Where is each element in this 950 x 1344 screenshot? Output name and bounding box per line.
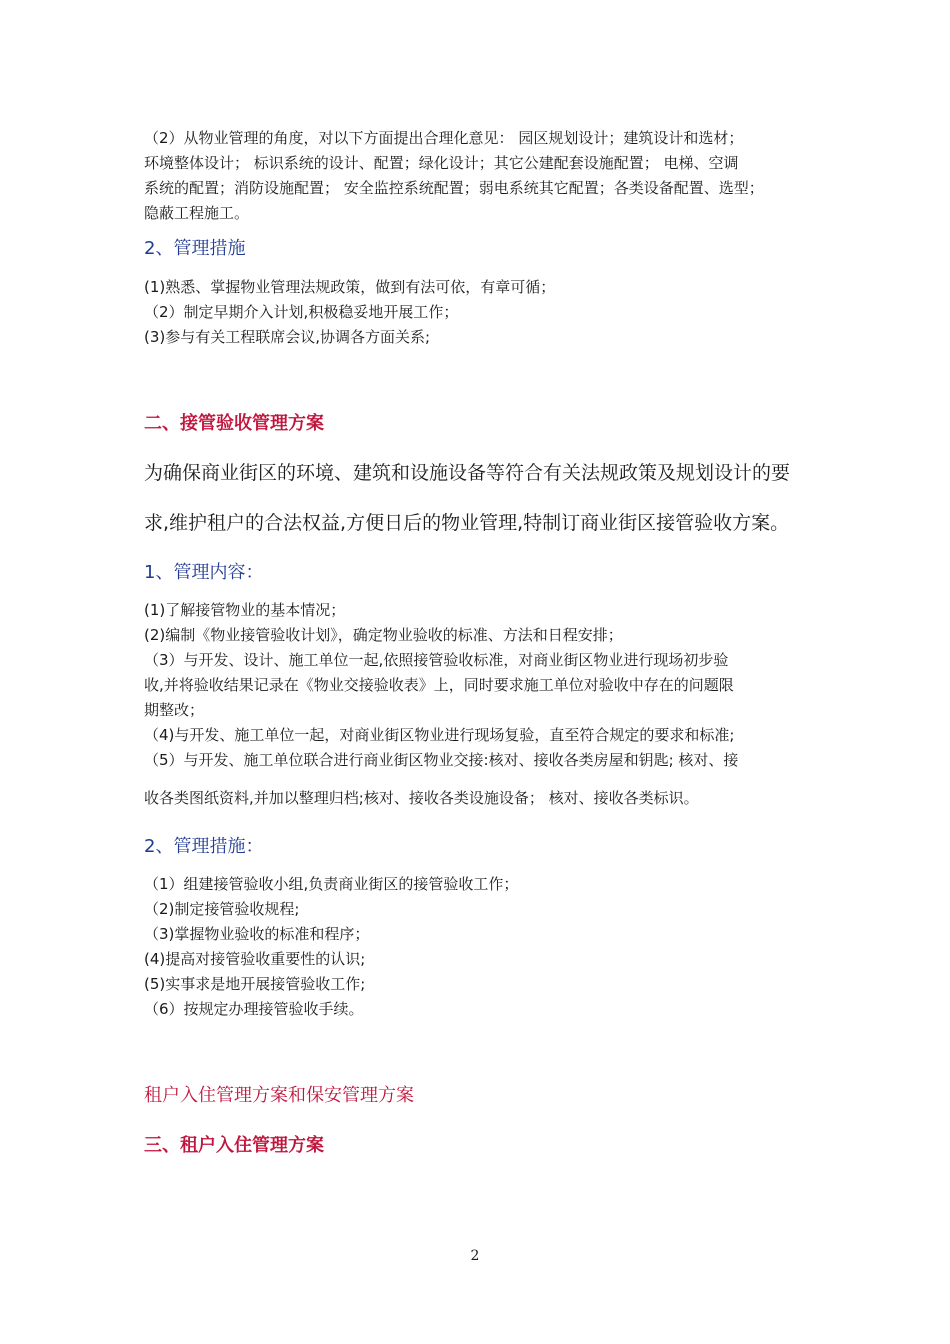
measure-item: （6）按规定办理接管验收手续。: [144, 1000, 364, 1018]
content-line: (1)了解接管物业的基本情况；: [144, 601, 346, 619]
content-line: （3）与开发、设计、施工单位一起,依照接管验收标准，对商业街区物业进行现场初步验: [144, 651, 729, 669]
section1-measure-item: (1)熟悉、掌握物业管理法规政策，做到有法可依，有章可循；: [144, 278, 556, 296]
section2-intro-line: 求,维护租户的合法权益,方便日后的物业管理,特制订商业街区接管验收方案。: [144, 512, 790, 534]
section2-heading: 二、接管验收管理方案: [144, 413, 324, 434]
content-line: 期整改；: [144, 701, 205, 719]
content-line: （4)与开发、施工单位一起，对商业街区物业进行现场复验，直至符合规定的要求和标准;: [144, 726, 735, 744]
measure-item: (4)提高对接管验收重要性的认识;: [144, 950, 366, 968]
chapter-title: 租户入住管理方案和保安管理方案: [144, 1085, 414, 1106]
measure-item: （1）组建接管验收小组,负责商业街区的接管验收工作；: [144, 875, 519, 893]
section1-measure-item: （2）制定早期介入计划,积极稳妥地开展工作；: [144, 303, 459, 321]
measures-heading: 2、管理措施：: [144, 836, 264, 857]
content-line: 收各类图纸资料,并加以整理归档;核对、接收各类设施设备； 核对、接收各类标识。: [144, 789, 699, 807]
section1-measures-heading: 2、管理措施: [144, 238, 246, 259]
content-line: （5）与开发、施工单位联合进行商业街区物业交接:核对、接收各类房屋和钥匙; 核对、接: [144, 751, 739, 769]
measure-item: （2)制定接管验收规程;: [144, 900, 300, 918]
section3-heading: 三、租户入住管理方案: [144, 1135, 324, 1156]
measure-item: (5)实事求是地开展接管验收工作;: [144, 975, 366, 993]
intro-line: （2）从物业管理的角度，对以下方面提出合理化意见： 园区规划设计；建筑设计和选材；: [144, 129, 744, 147]
intro-line: 系统的配置；消防设施配置； 安全监控系统配置；弱电系统其它配置；各类设备配置、选型；: [144, 179, 764, 197]
content-line: 收,并将验收结果记录在《物业交接验收表》上，同时要求施工单位对验收中存在的问题限: [144, 676, 734, 694]
content-heading: 1、管理内容：: [144, 562, 264, 583]
intro-line: 隐蔽工程施工。: [144, 204, 250, 222]
section1-measure-item: (3)参与有关工程联席会议,协调各方面关系;: [144, 328, 431, 346]
section2-intro-line: 为确保商业街区的环境、建筑和设施设备等符合有关法规政策及规划设计的要: [144, 462, 791, 484]
page-number: 2: [470, 1248, 480, 1264]
content-line: (2)编制《物业接管验收计划》，确定物业验收的标准、方法和日程安排；: [144, 626, 623, 644]
intro-line: 环境整体设计； 标识系统的设计、配置；绿化设计；其它公建配套设施配置； 电梯、空调: [144, 154, 739, 172]
measure-item: （3)掌握物业验收的标准和程序；: [144, 925, 370, 943]
